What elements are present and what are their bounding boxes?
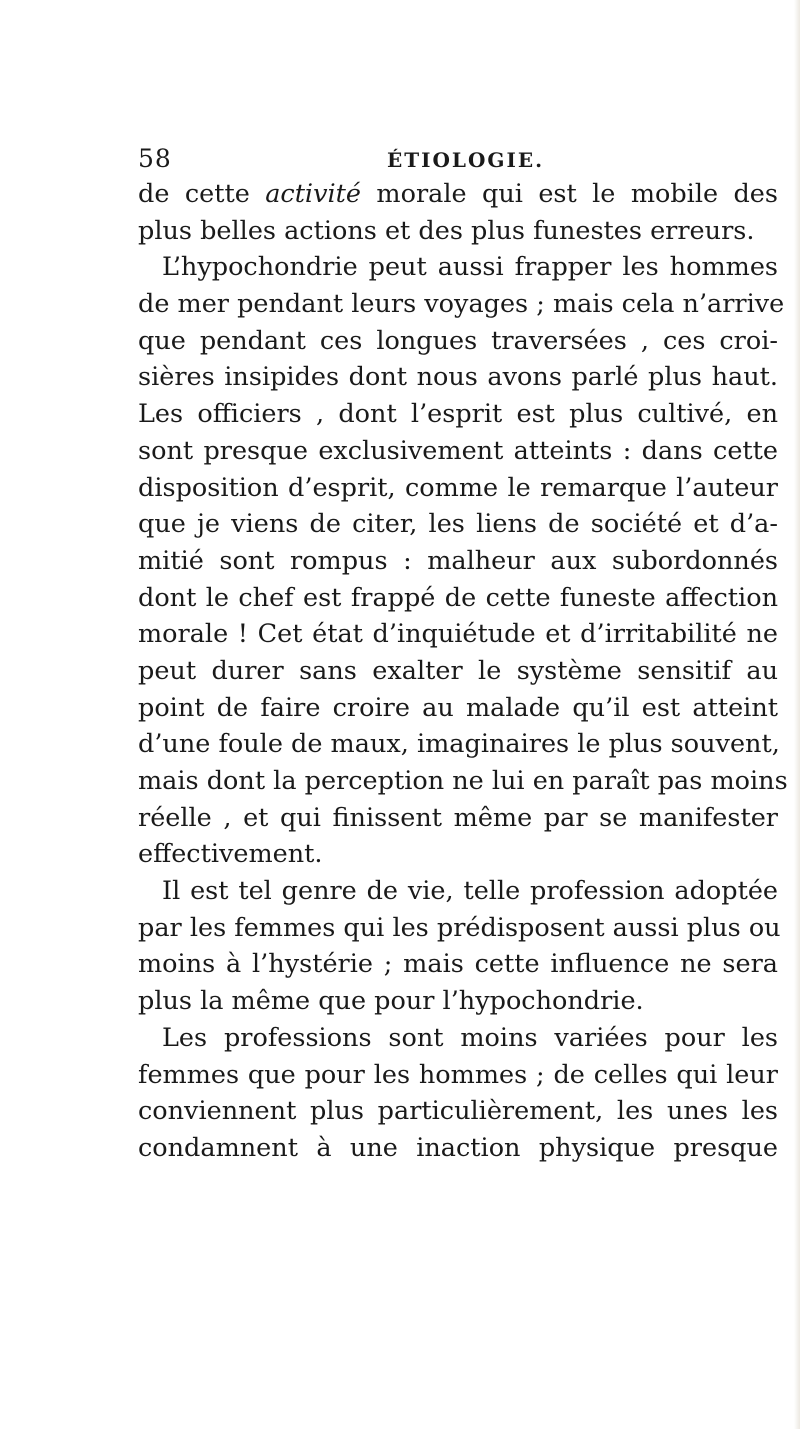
text-line: mitié sont rompus : malheur aux subordonnés xyxy=(138,545,778,576)
text-line: condamnent à une inaction physique presque xyxy=(138,1132,778,1163)
text-line: mais dont la perception ne lui en paraît pas moins xyxy=(138,766,788,796)
text-line: que pendant ces longues traversées , ces croi- xyxy=(138,325,778,356)
emphasized-word: activité xyxy=(265,179,361,209)
text-line: peut durer sans exalter le système sensitif au xyxy=(138,655,778,686)
body-text xyxy=(138,176,788,1167)
page-edge-shadow xyxy=(794,0,800,1429)
text-line: d’une foule de maux, imaginaires le plus souvent, xyxy=(138,729,780,760)
paragraph-start-line: Les professions sont moins variées pour les xyxy=(162,1022,778,1053)
page-content xyxy=(138,140,788,1167)
text-fragment: morale qui est le mobile des xyxy=(361,179,778,209)
page-number: 58 xyxy=(138,144,172,173)
text-line: par les femmes qui les prédisposent aussi plus ou xyxy=(138,912,781,943)
text-line: moins à l’hystérie ; mais cette influence ne sera xyxy=(138,949,778,980)
text-line xyxy=(138,176,778,213)
text-line: sont presque exclusivement atteints : dans cette xyxy=(138,435,778,466)
running-title: ÉTIOLOGIE. xyxy=(387,148,545,172)
text-line: point de faire croire au malade qu’il est atteint xyxy=(138,692,778,723)
text-line: effectivement. xyxy=(138,839,323,870)
text-line: sières insipides dont nous avons parlé plus haut. xyxy=(138,362,778,393)
text-line: plus belles actions et des plus funestes erreurs. xyxy=(138,215,755,246)
running-header xyxy=(138,140,778,176)
text-line: disposition d’esprit, comme le remarque l’auteur xyxy=(138,472,778,503)
text-fragment: de cette xyxy=(138,179,266,209)
text-line: de mer pendant leurs voyages ; mais cela n’arrive xyxy=(138,289,785,320)
text-line: plus la même que pour l’hypochondrie. xyxy=(138,986,644,1017)
text-line: Les officiers , dont l’esprit est plus cultivé, en xyxy=(138,399,778,430)
paragraph-start-line: Il est tel genre de vie, telle profession adoptée xyxy=(162,876,778,907)
text-line: réelle , et qui finissent même par se manifester xyxy=(138,802,778,833)
text-line: dont le chef est frappé de cette funeste affection xyxy=(138,582,778,613)
text-line: femmes que pour les hommes ; de celles qui leur xyxy=(138,1059,778,1090)
text-line: conviennent plus particulièrement, les unes les xyxy=(138,1096,778,1127)
paragraph-start-line: L’hypochondrie peut aussi frapper les hommes xyxy=(162,252,778,283)
text-line: morale ! Cet état d’inquiétude et d’irritabilité ne xyxy=(138,619,778,650)
text-line: que je viens de citer, les liens de société et d’a- xyxy=(138,509,778,540)
